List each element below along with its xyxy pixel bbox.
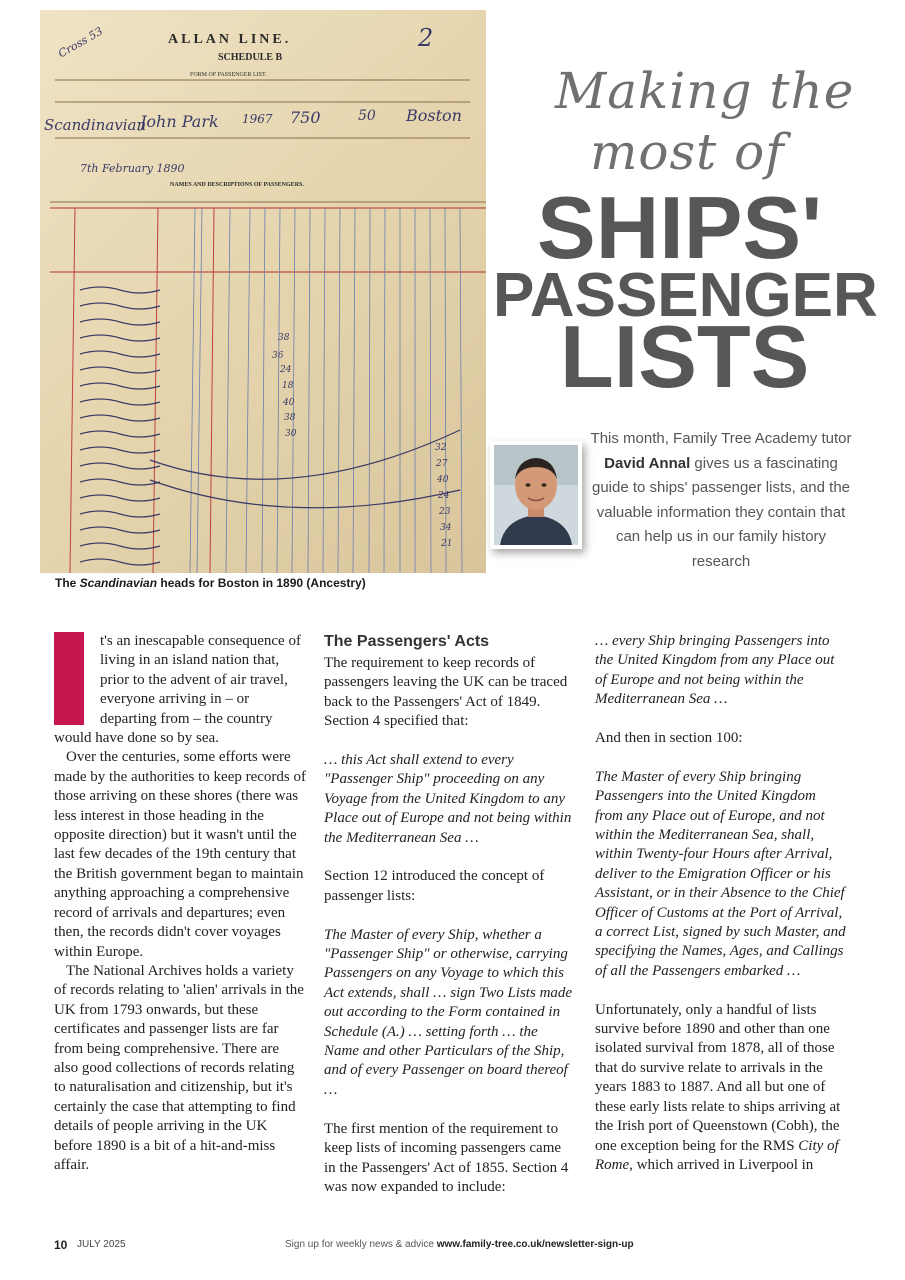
col1-paragraph-1: t's an inescapable consequence of living in an island nation that, prior to the advent of air travel, everyone arriving in – or departing from – the country would have done so by sea. <box>54 633 301 747</box>
intro-standfirst: This month, Family Tree Academy tutor David Annal gives us a fascinating guide to ships' passenger lists, and the valuable information they contain that can help us in our family history research <box>590 430 852 570</box>
svg-text:40: 40 <box>283 398 295 408</box>
sheet-number: 2 <box>418 24 434 52</box>
svg-text:24: 24 <box>280 365 292 375</box>
master-name-entry: John Park <box>140 112 219 131</box>
col3-quote-2: The Master of every Ship bringing Passengers into the United Kingdom from any Place out of Europe, and not within the Mediterranean Sea, shall, within Twenty-four Hours after Arrival, deliver to the Emigration Officer or his Assistant, or in their Absence to the Chief Officer of Customs at the Port of Arrival, a correct List, signed by such Master, and specifying the Names, Ages, and Callings of all the Passengers embarked … <box>595 768 846 979</box>
drop-cap-block <box>54 632 84 725</box>
article-column-1 <box>54 632 306 1175</box>
col3-quote-1: … every Ship bringing Passengers into the United Kingdom from any Place out of Europe and not being within the Mediterranean Sea … <box>595 633 835 708</box>
col2-paragraph-3: The first mention of the requirement to keep lists of incoming passengers came in the Passengers' Act of 1855. Section 4 was now expanded to include: <box>324 1120 569 1195</box>
col1-paragraph-3: The National Archives holds a variety of records relating to 'alien' arrivals in the UK from 1793 onwards, but these certificates and passenger lists are far from being comprehensive. There are also good collections of records relating to naturalisation and citizenship, but it's certainly the case that attempting to find details of people arriving in the UK before 1890 is a bit of a hit-and-miss affair. <box>54 962 304 1173</box>
author-photo <box>490 441 582 549</box>
corner-note: Cross 53 <box>56 24 106 61</box>
col1-paragraph-2: Over the centuries, some efforts were made by the authorities to keep records of those arriving on these shores (there was less interest in those heading in the opposite direction) but it wasn't until the last few decades of the 19th century that the British government began to maintain anything approaching a comprehensive record of arrivals and departures; even then, the records didn't cover voyages within Europe. <box>54 749 306 960</box>
col3-paragraph-1: And then in section 100: <box>595 730 743 747</box>
col2-paragraph-1: The requirement to keep records of passengers leaving the UK can be traced back to the Passengers' Act of 1849. Section 4 specified that: <box>324 655 568 730</box>
svg-text:40: 40 <box>437 475 449 485</box>
photo-caption: The Scandinavian heads for Boston in 1890 (Ancestry) <box>55 576 366 590</box>
ship-name-entry: Scandinavian <box>44 116 147 134</box>
passenger-list-photo <box>40 10 486 573</box>
ship-name-city-of-rome: City of Rome <box>595 1137 839 1173</box>
newsletter-link[interactable]: www.family-tree.co.uk/newsletter-sign-up <box>436 1239 634 1250</box>
svg-text:23: 23 <box>439 507 451 517</box>
svg-text:27: 27 <box>436 459 448 469</box>
issue-date: JULY 2025 <box>77 1239 126 1250</box>
tonnage-entry: 1967 <box>242 112 273 126</box>
svg-text:24: 24 <box>438 491 450 501</box>
svg-text:34: 34 <box>440 523 452 533</box>
headline-script-line-1: Making the <box>555 62 855 120</box>
svg-text:21: 21 <box>441 539 453 549</box>
ship-line-heading: ALLAN LINE. <box>168 32 292 47</box>
schedule-label: SCHEDULE B <box>218 52 283 63</box>
col2-quote-1: … this Act shall extend to every "Passenger Ship" proceeding on any Voyage from the United Kingdom to any Place out of Europe and not being within the Mediterranean Sea … <box>324 752 572 846</box>
col2-paragraph-2: Section 12 introduced the concept of passenger lists: <box>324 868 545 904</box>
headline-script-line-2: most of <box>590 123 785 181</box>
headline-ships: SHIPS' <box>537 178 823 277</box>
svg-text:36: 36 <box>272 351 284 361</box>
page-number: 10 <box>54 1238 68 1252</box>
date-entry: 7th February 1890 <box>80 162 185 175</box>
headline-passenger: PASSENGER <box>493 261 878 330</box>
passenger-list-ruling <box>40 10 486 573</box>
col2-quote-2: The Master of every Ship, whether a "Passenger Ship" or otherwise, carrying Passengers on any Voyage to which this Act extends, shall … sign Two Lists made out according to the Form contained in Schedule (A.) … setting forth … the Name and other Particulars of the Ship, and of every Passenger on board thereof … <box>324 926 573 1098</box>
names-header: NAMES AND DESCRIPTIONS OF PASSENGERS. <box>170 182 304 188</box>
article-column-2 <box>324 632 576 1197</box>
svg-text:32: 32 <box>435 443 447 453</box>
form-title: FORM OF PASSENGER LIST. <box>190 72 267 78</box>
headline-lists: LISTS <box>560 307 810 406</box>
col3-paragraph-2: Unfortunately, only a handful of lists survive before 1890 and other than one isolated survival from 1878, all of those that do survive relate to arrivals in the years 1883 to 1887. And all but one of these early lists relate to ships arriving at the Irish port of Queenstown (Cobh), the one exception being for the RMS City of Rome, which arrived in Liverpool in <box>595 1001 841 1173</box>
number-entry: 750 <box>290 108 321 127</box>
author-name: David Annal <box>604 454 691 472</box>
adults-entry: 50 <box>358 108 376 124</box>
svg-text:30: 30 <box>285 429 297 439</box>
article-column-3 <box>595 632 847 1175</box>
svg-text:38: 38 <box>284 413 296 423</box>
svg-text:18: 18 <box>282 381 294 391</box>
svg-text:38: 38 <box>278 333 290 343</box>
section-subhead: The Passengers' Acts <box>324 633 490 650</box>
caption-ship-name: Scandinavian <box>79 576 158 590</box>
newsletter-signup: Sign up for weekly news & advice www.family-tree.co.uk/newsletter-sign-up <box>285 1239 634 1250</box>
destination-entry: Boston <box>406 106 462 125</box>
